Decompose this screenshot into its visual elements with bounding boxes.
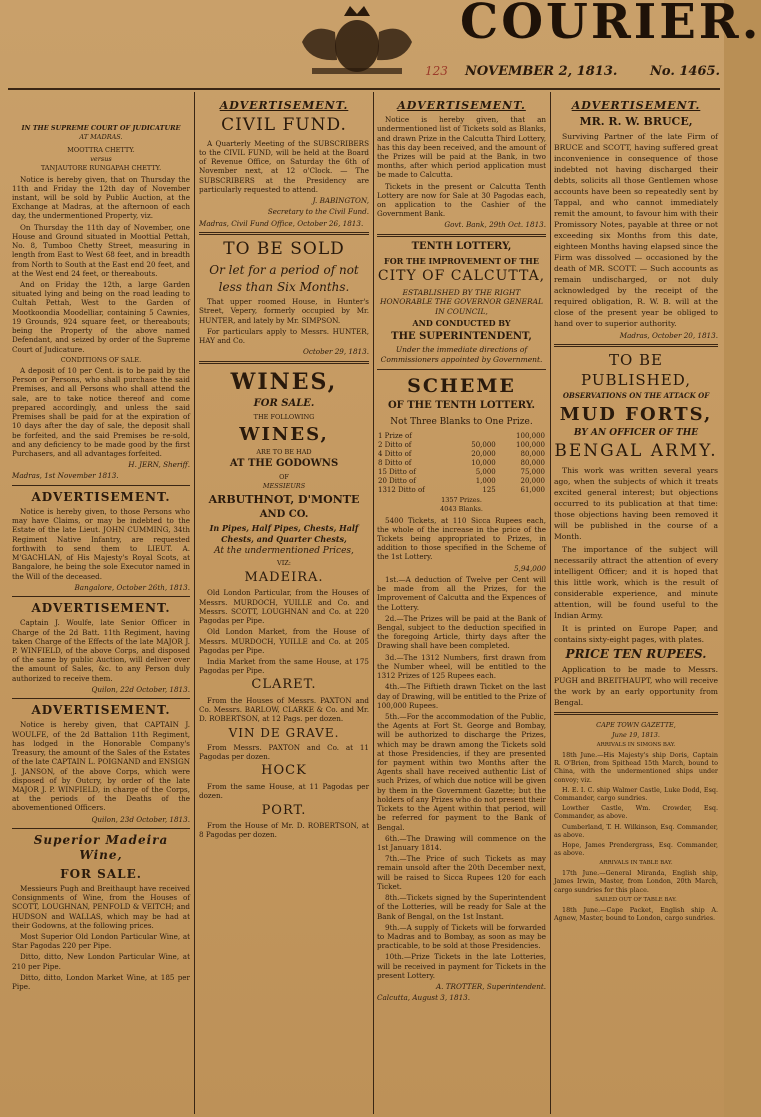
separator xyxy=(199,232,369,235)
dateline: Quilon, 23d October, 1813. xyxy=(91,814,190,824)
prize-amount: 20,000 xyxy=(471,450,496,459)
separator xyxy=(554,712,718,715)
handwritten-note: 123 xyxy=(425,64,448,78)
lottery-line: AND CONDUCTED BY xyxy=(412,318,511,329)
shipping-entry: 18th June.—His Majesty's ship Doris, Captain R. O'Brien, from Spithead 15th March, bound to China, with the undermentioned ships under convoy; viz. xyxy=(554,751,718,784)
ad-line: In Pipes, Half Pipes, Chests, Half Chests, and Quarter Chests, xyxy=(209,523,359,544)
lottery-line: CITY OF CALCUTTA, xyxy=(377,267,546,284)
gazette-section: ARRIVALS IN SIMONS BAY. xyxy=(596,741,676,748)
cape-gazette xyxy=(554,721,718,922)
house-sale-ad xyxy=(199,239,369,357)
court-party: TANJAUTORE RUNGAPAH CHETTY. xyxy=(40,164,162,173)
court-heading-2: AT MADRAS. xyxy=(79,133,123,142)
ad-line: BENGAL ARMY. xyxy=(554,441,718,462)
lottery-rule: 1st.—A deduction of Twelve per Cent will be made from all the Prizes, for the Improvement of Calcutta and the Expences of the Lottery. xyxy=(377,574,546,612)
wine-heading: PORT. xyxy=(261,802,307,818)
ad-body: For particulars apply to Messrs. HUNTER, HAY and Co. xyxy=(199,326,369,346)
ad-title: ADVERTISEMENT. xyxy=(31,703,171,718)
advertisement xyxy=(12,490,190,592)
lottery-rule: 7th.—The Price of such Tickets as may remain unsold after the 20th December next, will be raised to Sicca Rupees 120 for each Ticket. xyxy=(377,854,546,891)
ad-body: Notice is hereby given, to those Persons who may have Claims, or may be indebted to the Estate of the late Lieut. JOHN CUMMING, 34th Regiment Native Infantry, are requested forthwith to send them to LIEUT. A. M'GACHLAN, of His Majesty's Royal Scots, at Bangalore, he being the sole Executor named in the Will of the deceased. xyxy=(12,507,190,581)
prize-label: 1 Prize of xyxy=(378,432,412,441)
ad-subtitle: FOR SALE. xyxy=(253,397,315,409)
gazette-section: SAILED OUT OF TABLE BAY. xyxy=(595,896,677,903)
lottery-line: FOR THE IMPROVEMENT OF THE xyxy=(384,255,539,266)
gazette-section: ARRIVALS IN TABLE BAY. xyxy=(599,860,673,867)
prize-total: 100,000 xyxy=(516,432,545,441)
wine-heading: MADEIRA. xyxy=(244,569,324,585)
wine-price: From the same House, at 11 Pagodas per dozen. xyxy=(199,782,369,801)
lottery-rule: 9th.—A supply of Tickets will be forwarded to Madras and to Bombay, as soon as may be practicable, to be sold at those Presidencies. xyxy=(377,922,546,951)
ad-line: OBSERVATIONS ON THE ATTACK OF xyxy=(562,390,710,400)
dateline: Madras, Civil Fund Office, October 26, 1813. xyxy=(199,218,364,228)
notice-body: Surviving Partner of the late Firm of BRUCE and SCOTT, having suffered great inconvenience in consequence of those indebted not having discharged their debts, solicits all those Gentlemen whose accounts have been so repeatedly sent by Tappal, and who cannot immediately remit the amount, to favour him with their Promissory Notes, payable at three or not exceeding six Months from this date, eighteen Months having elapsed since the Firm was dissolved — occasioned by the death of MR. SCOTT. — Such accounts as remain undischarged, or not duly acknowledged by the receipt of the required obligation, R. W. B. will at the close of the present year be obliged to hand over to superior authority. xyxy=(554,132,718,329)
prize-total: 20,000 xyxy=(520,477,545,486)
dateline: Quilon, 22d October, 1813. xyxy=(91,684,190,694)
wine-price: From the House of Mr. D. ROBERTSON, at 8 Pagodas per dozen. xyxy=(199,821,369,840)
prize-label: 20 Ditto of xyxy=(378,477,416,486)
merchant-name: AND CO. xyxy=(259,508,309,520)
dateline: October 29, 1813. xyxy=(302,347,369,357)
dateline: Bangalore, October 26th, 1813. xyxy=(74,582,190,592)
royal-crest-icon xyxy=(282,2,432,78)
prize-amount: 5,000 xyxy=(475,468,496,477)
publication-ad xyxy=(554,351,718,708)
court-party: MOOTTRA CHETTY. xyxy=(67,145,135,154)
shipping-entry: Hope, James Prendergrass, Esq. Commander, as above. xyxy=(554,840,718,858)
prize-row xyxy=(377,450,546,459)
ad-title: ADVERTISEMENT. xyxy=(571,99,701,112)
ad-body: Application to be made to Messrs. PUGH and BREITHAUPT, who will receive the work by an early opportunity from Bengal. xyxy=(554,665,718,708)
issue-date: NOVEMBER 2, 1813. xyxy=(465,64,618,79)
ad-line: WINES, xyxy=(239,423,329,445)
separator xyxy=(554,344,718,347)
wine-heading: HOCK xyxy=(261,763,307,779)
ad-line: MESSIEURS xyxy=(262,482,306,491)
prize-row xyxy=(377,441,546,450)
prize-row xyxy=(377,432,546,441)
column-1 xyxy=(12,96,190,1114)
lottery-line: THE SUPERINTENDENT, xyxy=(391,330,532,342)
ad-title: ADVERTISEMENT. xyxy=(219,99,349,112)
court-notice xyxy=(12,124,190,481)
court-body: On Thursday the 11th day of November, one House and Ground situated in Moottial Pettah, No. 8, Tumboo Chetty Street, measuring in length from East to West 68 feet, and in breadth from North to South at the East end 20 feet, and at the West end 24 feet, or thereabouts. xyxy=(12,222,190,278)
ad-body: This work was written several years ago, when the subjects of which it treats excited general interest; but objections occurred to its publication at that time: those objections having been removed it will be published in the course of a Month. xyxy=(554,466,718,541)
wine-price: Old London Market, from the House of Messrs. MURDOCH, YUILLE and Co. at 205 Pagodas per Pipe. xyxy=(199,627,369,655)
shipping-entry: 17th June.—General Miranda, English ship, James Irwin, Master, from London, 20th March, cargo sundries for this place. xyxy=(554,869,718,894)
ad-body: It is printed on Europe Paper, and contains sixty-eight pages, with plates. xyxy=(554,624,718,644)
price-line: Ditto, ditto, New London Particular Wine, at 210 per Pipe. xyxy=(12,952,190,971)
court-versus: versus xyxy=(90,154,112,163)
dateline: Calcutta, August 3, 1813. xyxy=(377,993,470,1003)
notice-body: A Quarterly Meeting of the SUBSCRIBERS to the CIVIL FUND, will be held at the Board of Revenue Office, on Saturday the 6th of November next, at 12 o'Clock. — The SUBSCRIBERS at the Presidency are particularly requested to attend. xyxy=(199,138,369,194)
wine-price: India Market from the same House, at 175 Pagodas per Pipe. xyxy=(199,656,369,676)
advertisement xyxy=(12,601,190,694)
shipping-entry: 18th June.—Cape Packet, English ship A. Agnew, Master, bound to London, cargo sundries. xyxy=(554,905,718,923)
lottery-rule: 8th.—Tickets signed by the Superintendent of the Lotteries, will be ready for Sale at the Bank of Bengal, on the 1st Instant. xyxy=(377,893,546,921)
wine-heading: VIN DE GRAVE. xyxy=(228,725,340,740)
prize-table xyxy=(377,432,546,495)
separator xyxy=(199,361,369,364)
prize-label: 4 Ditto of xyxy=(378,450,412,459)
prize-label: 8 Ditto of xyxy=(378,459,412,468)
prize-row xyxy=(377,459,546,468)
ad-line: VIZ: xyxy=(277,559,291,568)
shipping-entry: Lowther Castle, Wm. Crowder, Esq. Commander, as above. xyxy=(554,804,718,821)
prize-label: 2 Ditto of xyxy=(378,441,412,450)
ad-body: That upper roomed House, in Hunter's Street, Vepery, formerly occupied by Mr. HUNTER, and lately by Mr. SIMPSON. xyxy=(199,297,369,325)
masthead-rule xyxy=(8,88,720,90)
prize-row xyxy=(377,486,546,495)
lottery-line: Under the immediate directions of Commissioners appointed by Government. xyxy=(380,345,543,365)
notice-title: CIVIL FUND. xyxy=(221,115,347,136)
scheme-title: SCHEME xyxy=(407,374,516,397)
ad-line: BY AN OFFICER OF THE xyxy=(573,427,699,438)
prize-row xyxy=(377,477,546,486)
ad-title: ADVERTISEMENT. xyxy=(397,99,526,112)
column-3 xyxy=(377,96,546,1114)
bruce-notice xyxy=(554,115,718,340)
ad-line: ARE TO BE HAD xyxy=(256,447,312,456)
wine-price: Old London Particular, from the Houses of Messrs. MURDOCH, YUILLE and Co. and Messrs. SCOTT, LOUGHNAN and Co. at 220 Pagodas per Pipe. xyxy=(199,588,369,626)
court-body: And on Friday the 12th, a large Garden situated lying and being on the road leading to Cultah Pettah, West to the Garden of Mootkoondia Moodelliar, containing 5 Cawnies, 19 Grounds, 924 square feet, or thereabouts; being the Property of the above named Defendant, and seized by order of the Supreme Court of Judicature. xyxy=(12,279,190,354)
signature: H. JERN, Sheriff. xyxy=(128,460,190,470)
column-4 xyxy=(554,96,718,1114)
wine-heading: CLARET. xyxy=(251,677,317,693)
prize-total: 100,000 xyxy=(516,441,545,450)
lottery-rule: 5th.—For the accommodation of the Public, the Agents at Fort St. George and Bombay, will be authorized to discharge the Prizes, which may be drawn among the Tickets sold at those Presidencies, if they are presented for payment within two Months after the Agents shall have received authentic List of such Prizes, of which due notice will be given by them in the Government Gazette; but the holders of any Prizes who do not present their Tickets to the Agent within that period, will be referred for payment to the Bank of Bengal. xyxy=(377,711,546,832)
prize-amount: 125 xyxy=(482,485,496,494)
newspaper-title: COURIER. xyxy=(460,0,761,50)
bank-notice: Tickets in the present or Calcutta Tenth Lottery are now for Sale at 30 Pagodas each, on application to the Cashier of the Government Bank. xyxy=(377,181,546,219)
dateline: Madras, October 20, 1813. xyxy=(619,331,718,341)
ad-body: Captain J. Woulfe, late Senior Officer in Charge of the 2d Batt. 11th Regiment, having taken Charge of the Effects of the late MAJOR J. P. WINFIELD, of the above Corps, and disposed of the same by public Auction, will deliver over the amount of Sales, &c. to any Person duly authorized to receive them. xyxy=(12,618,190,683)
ad-title: ADVERTISEMENT. xyxy=(31,489,171,504)
ad-body: Notice is hereby given, that CAPTAIN J. WOULFE, of the 2d Battalion 11th Regiment, has lodged in the Honorable Company's Treasury, the amount of the Sales of the Estates of the late CAPTAIN L. POIGNAND and ENSIGN J. JANSON, of the above Corps, which were disposed of by Outcry, by order of the late MAJOR J. P. WINFIELD, in charge of the Corps, at the periods of the Deaths of the abovementioned Officers. xyxy=(12,720,190,813)
ad-line: MUD FORTS, xyxy=(559,403,713,425)
prize-row xyxy=(377,468,546,477)
court-body: Notice is hereby given, that on Thursday the 11th and Friday the 12th day of November instant, will be sold by Public Auction, at the Exchange at Madras, at the afternoon of each day, the undermentioned Property, viz. xyxy=(12,174,190,221)
prize-amount: 10,000 xyxy=(471,459,496,468)
price-line: PRICE TEN RUPEES. xyxy=(565,647,707,661)
wine-price: From the Houses of Messrs. PAXTON and Co. Messrs. BARLOW, CLARKE & Co. and Mr. D. ROBERTSON, at 12 Pags. per dozen. xyxy=(199,696,369,724)
separator xyxy=(12,698,190,699)
scheme-subtitle: OF THE TENTH LOTTERY. xyxy=(387,399,536,411)
price-line: Most Superior Old London Particular Wine, at Star Pagodas 220 per Pipe. xyxy=(12,932,190,951)
column-rule xyxy=(550,92,551,1114)
blank-count: 4043 Blanks. xyxy=(440,505,483,514)
shipping-entry: H. E. I. C. ship Walmer Castle, Luke Dodd, Esq. Commander, cargo sundries. xyxy=(554,785,718,802)
prize-label: 15 Ditto of xyxy=(378,468,416,477)
lottery-rule: 2d.—The Prizes will be paid at the Bank of Bengal, subject to the deduction specified in the foregoing Article, thirty days after the Drawing shall have been completed. xyxy=(377,613,546,651)
ad-subtitle: less than Six Months. xyxy=(218,279,350,294)
ad-line: AT THE GODOWNS xyxy=(229,458,339,470)
column-2 xyxy=(199,96,369,1114)
court-body: A deposit of 10 per Cent. is to be paid by the Person or Persons, who shall purchase the said Premises, and all Persons who shall attend the sale, are to take notice thereof and come prepared accordingly, and unless the said Premises shall be paid for at the expiration of 10 days after the day of sale, the deposit shall be forfeited, and the said Premises be re-sold, and any deficiency to be made good by the first Purchasers, and all advantages forfeited. xyxy=(12,366,190,458)
gazette-date: June 19, 1813. xyxy=(612,730,660,739)
lottery-ad xyxy=(377,241,546,1003)
masthead xyxy=(0,0,761,96)
prize-count: 1357 Prizes. xyxy=(441,495,482,504)
ad-title: TO BE PUBLISHED, xyxy=(581,351,691,389)
ad-subtitle: FOR SALE. xyxy=(60,866,142,881)
dateline: Madras, 1st November 1813. xyxy=(12,471,119,481)
conditions-heading: CONDITIONS OF SALE. xyxy=(60,355,142,364)
column-rule xyxy=(194,92,195,1114)
separator xyxy=(377,234,546,237)
ad-line: OF xyxy=(279,472,289,481)
lottery-rule: 4th.—The Fiftieth drawn Ticket on the last day of Drawing, will be entitled to the Prize of 100,000 Rupees. xyxy=(377,682,546,710)
dateline: Govt. Bank, 29th Oct. 1813. xyxy=(444,220,546,230)
court-heading: IN THE SUPREME COURT OF JUDICATURE xyxy=(21,124,181,132)
civil-fund-notice xyxy=(199,115,369,228)
advertisement xyxy=(12,703,190,824)
lottery-line: TENTH LOTTERY, xyxy=(411,240,512,252)
prize-total: 80,000 xyxy=(520,459,545,468)
wines-ad xyxy=(199,368,369,840)
separator xyxy=(12,485,190,486)
separator xyxy=(12,596,190,597)
ad-body: Messieurs Pugh and Breithaupt have received Consignments of Wine, from the Houses of SCOTT, LOUGHNAN, PENFOLD & VEITCH; and HUDSON and WALLAS, which may be had at their Godowns, at the following prices. xyxy=(12,883,190,930)
separator xyxy=(12,828,190,829)
lottery-line: ESTABLISHED BY THE RIGHT HONORABLE THE GOVERNOR GENERAL IN COUNCIL, xyxy=(379,287,544,316)
separator xyxy=(377,369,546,370)
ad-body: The importance of the subject will necessarily attract the attention of every intelligent Officer; and it is hoped that this little work, which is the result of considerable experience, and minute attention, will be found useful to the Indian Army. xyxy=(554,545,718,620)
signature-title: Secretary to the Civil Fund. xyxy=(267,207,369,217)
gazette-title: CAPE TOWN GAZETTE, xyxy=(596,721,676,730)
ad-title: ADVERTISEMENT. xyxy=(31,600,171,615)
prize-amount: 1,000 xyxy=(475,477,496,486)
scheme-note: Not Three Blanks to One Prize. xyxy=(390,416,533,427)
ad-line: At the undermentioned Prices, xyxy=(214,545,354,556)
prize-amount xyxy=(455,432,497,441)
lottery-rule: 3d.—The 1312 Numbers, first drawn from the Number wheel, will be entitled to the 1312 Prizes of 125 Rupees each. xyxy=(377,652,546,681)
lottery-rule: 5400 Tickets, at 110 Sicca Rupees each, the whole of the increase in the price of the Tickets being appropriated to Prizes, in addition to those specified in the Scheme of the 1st Lottery. xyxy=(377,515,546,562)
ad-subtitle: Or let for a period of not xyxy=(209,262,359,277)
prize-total: 75,000 xyxy=(520,468,545,477)
lottery-rule: 10th.—Prize Tickets in the late Lotteries, will be received in payment for Tickets in the present Lottery. xyxy=(377,952,546,980)
ad-title: Superior Madeira Wine, xyxy=(33,832,169,863)
prize-total: 61,000 xyxy=(520,485,545,494)
shipping-entry: Cumberland, T. H. Wilkinson, Esq. Commander, as above. xyxy=(554,822,718,839)
lottery-rule: 6th.—The Drawing will commence on the 1st January 1814. xyxy=(377,833,546,852)
prize-amount: 50,000 xyxy=(471,441,496,450)
ad-line: THE FOLLOWING xyxy=(253,412,315,421)
notice-title: MR. R. W. BRUCE, xyxy=(579,115,693,129)
total-value: 5,94,000 xyxy=(513,563,546,573)
signature: J. BABINGTON, xyxy=(312,196,369,206)
column-rule xyxy=(373,92,374,1114)
prize-total: 80,000 xyxy=(520,450,545,459)
ad-title: WINES, xyxy=(230,368,338,395)
wine-price: From Messrs. PAXTON and Co. at 11 Pagodas per dozen. xyxy=(199,743,369,762)
signature: A. TROTTER, Superintendent. xyxy=(435,982,546,992)
bank-notice: Notice is hereby given, that an undermentioned list of Tickets sold as Blanks, and drawn Prize in the Calcutta Third Lottery, has this day been received, and the amount of the Prizes will be paid at the Bank, in two months, after which period application must be made to Calcutta. xyxy=(377,115,546,180)
ad-title: TO BE SOLD xyxy=(223,238,345,259)
merchant-name: ARBUTHNOT, D'MONTE xyxy=(208,492,360,506)
prize-label: 1312 Ditto of xyxy=(378,485,425,494)
price-line: Ditto, ditto, London Market Wine, at 185 per Pipe. xyxy=(12,972,190,992)
issue-number: No. 1465. xyxy=(650,64,721,79)
madeira-ad xyxy=(12,833,190,991)
